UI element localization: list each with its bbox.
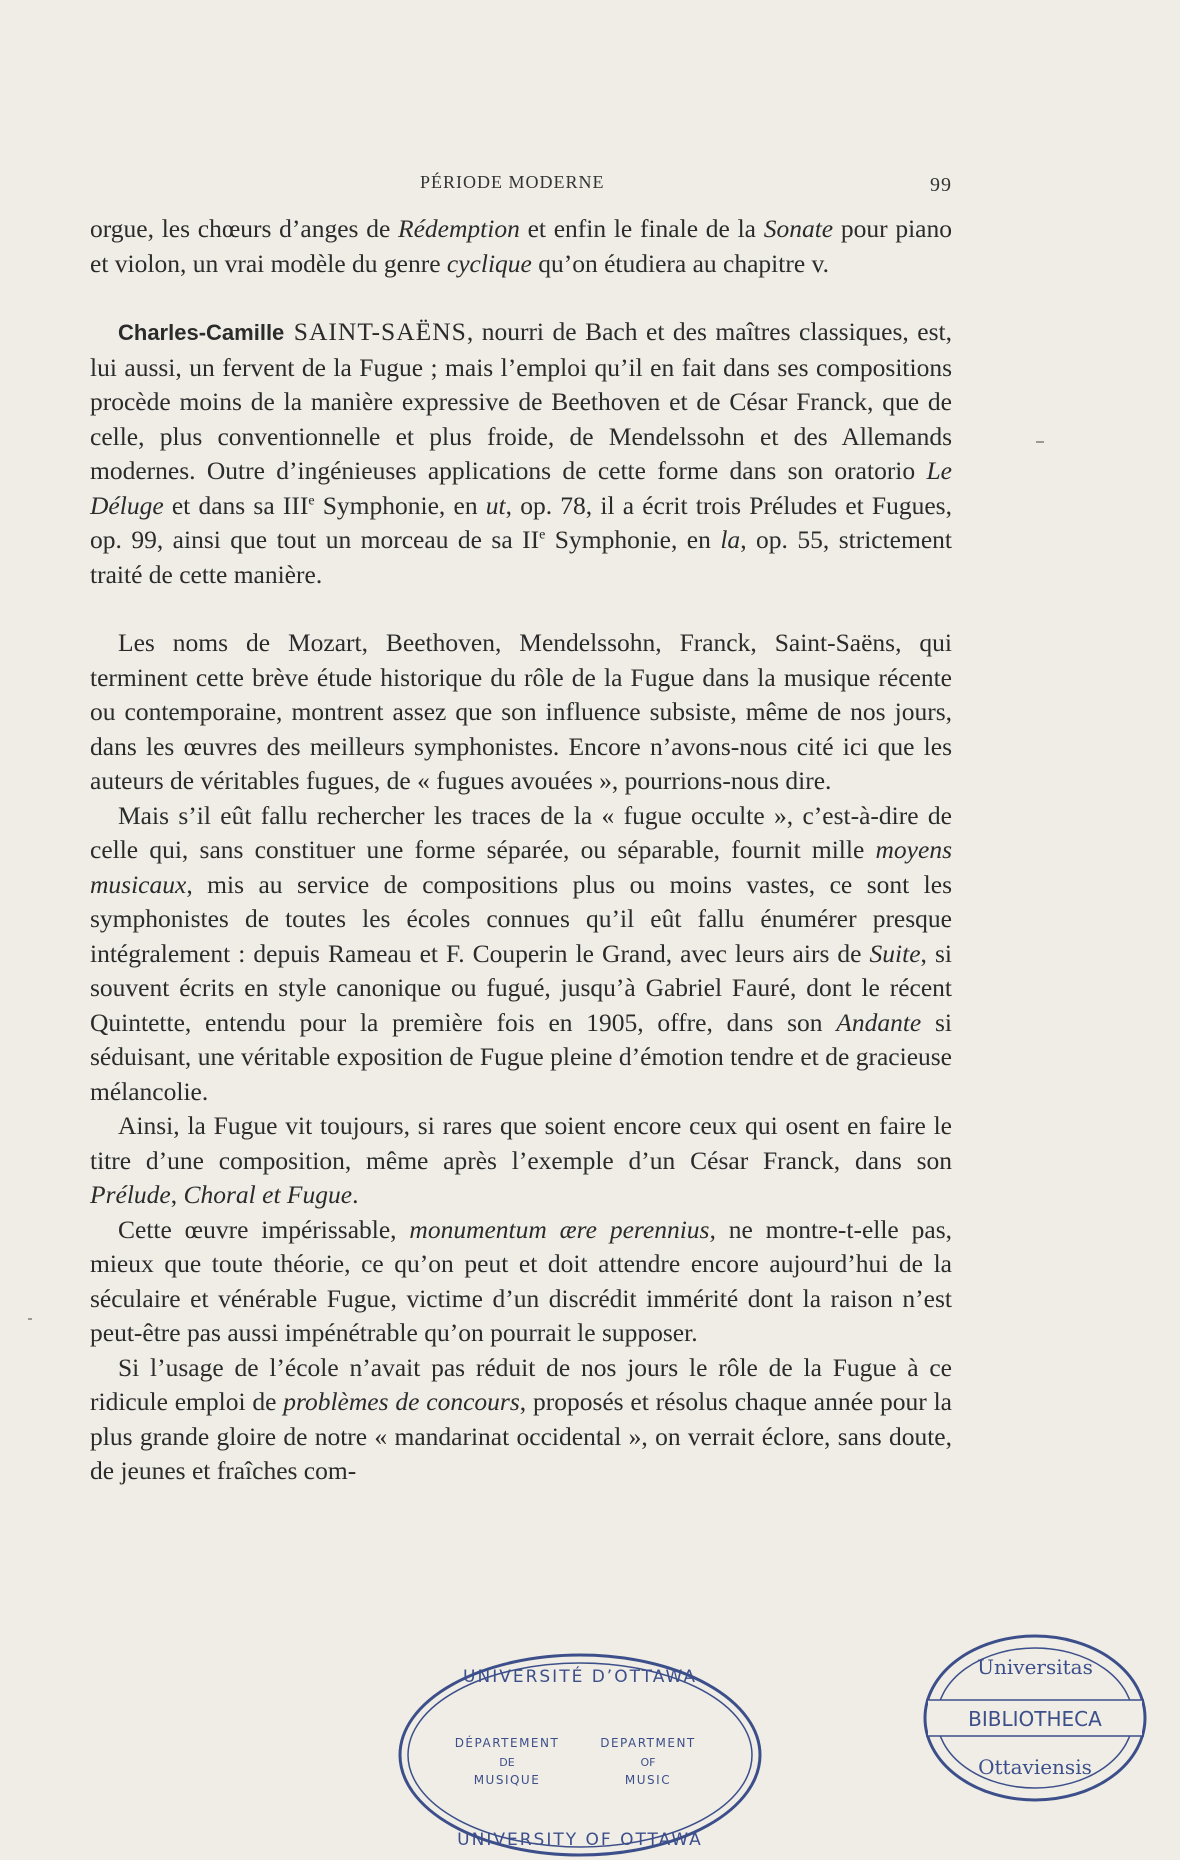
margin-mark — [1036, 441, 1044, 443]
paragraph-1: orgue, les chœurs d’anges de Rédemption et enfin le finale de la Sonate pour piano et violon, un vrai modèle du genre cyclique qu’on étudiera au chapitre v. — [90, 214, 952, 278]
stamp-top-text: UNIVERSITÉ D’OTTAWA — [463, 1667, 697, 1687]
composer-surname: SAINT-SAËNS — [284, 317, 467, 346]
svg-text:DÉPARTEMENT: DÉPARTEMENT — [454, 1736, 560, 1750]
stamp-bibliotheca: BIBLIOTHECA — [968, 1707, 1102, 1731]
body-text — [90, 212, 952, 1489]
paragraph-6: Cette œuvre impérissable, monumentum ære perennius, ne montre-t-elle pas, mieux que toute théorie, ce qu’on peut et doit attendre encore aujourd’hui de la séculaire et vénérable Fugue, victime d’un discrédit immérité dont la raison n’est peut-être pas aussi impénétrable qu’on pourrait le supposer. — [90, 1214, 952, 1347]
paragraph-3: Les noms de Mozart, Beethoven, Mendelssohn, Franck, Saint-Saëns, qui terminent cette brève étude historique du rôle de la Fugue dans la musique récente ou contemporaine, montrent assez que son influence subsiste, même de nos jours, dans les œuvres des meilleurs symphonistes. Encore n’avons-nous cité ici que les auteurs de véritables fugues, de « fugues avouées », pourrions-nous dire. — [90, 628, 952, 795]
svg-text:OF: OF — [640, 1756, 656, 1769]
stamp-ottaviensis: Ottaviensis — [978, 1755, 1092, 1779]
composer-firstname: Charles-Camille — [118, 320, 285, 345]
svg-text:MUSIC: MUSIC — [624, 1773, 672, 1787]
paragraph-7: Si l’usage de l’école n’avait pas réduit de nos jours le rôle de la Fugue à ce ridicule emploi de problèmes de concours, proposés et résolus chaque année pour la plus grande gloire de notre « mandarinat occidental », on verrait éclore, sans doute, de jeunes et fraîches com- — [90, 1352, 952, 1485]
stamp-universitas: Universitas — [977, 1655, 1093, 1679]
music-department-stamp-graphic — [392, 1650, 768, 1860]
paragraph-5: Ainsi, la Fugue vit toujours, si rares que soient encore ceux qui osent en faire le titre d’une composition, même après l’exemple d’un César Franck, dans son Prélude, Choral et Fugue. — [90, 1111, 952, 1209]
svg-text:MUSIQUE: MUSIQUE — [473, 1773, 541, 1787]
library-stamp-graphic — [918, 1628, 1152, 1808]
paragraph-4: Mais s’il eût fallu rechercher les traces de la « fugue occulte », c’est-à-dire de celle qui, sans constituer une forme séparée, ou séparable, fournit mille moyens musicaux, mis au service de compositions plus ou moins vastes, ce sont les symphonistes de toutes les écoles connues qu’il eût fallu énumérer presque intégralement : depuis Rameau et F. Couperin le Grand, avec leurs airs de Suite, si souvent écrits en style canonique ou fugué, jusqu’à Gabriel Fauré, dont le récent Quintette, entendu pour la première fois en 1905, offre, dans son Andante si séduisant, une véritable exposition de Fugue pleine d’émotion tendre et de gracieuse mélancolie. — [90, 800, 952, 1106]
stamp-bottom-text: UNIVERSITY OF OTTAWA — [457, 1830, 703, 1850]
music-department-stamp — [392, 1650, 768, 1860]
svg-text:DEPARTMENT: DEPARTMENT — [600, 1736, 696, 1750]
library-stamp — [918, 1628, 1152, 1808]
page-number: 99 — [930, 174, 952, 196]
svg-text:DE: DE — [499, 1756, 515, 1769]
margin-mark — [28, 1318, 32, 1320]
paragraph-2: Charles-Camille SAINT-SAËNS, nourri de Bach et des maîtres classiques, est, lui aussi, un fervent de la Fugue ; mais l’emploi qu’il en fait dans ses compositions procède moins de la manière expressive de Beethoven et de César Franck, que de celle, plus conventionnelle et plus froide, de Mendelssohn et des Allemands modernes. Outre d’ingénieuses applications de cette forme dans son oratorio Le Déluge et dans sa IIIe Symphonie, en ut, op. 78, il a écrit trois Préludes et Fugues, op. 99, ainsi que tout un morceau de sa IIe Symphonie, en la, op. 55, strictement traité de cette manière. — [90, 317, 952, 589]
running-title: PÉRIODE MODERNE — [420, 172, 605, 192]
